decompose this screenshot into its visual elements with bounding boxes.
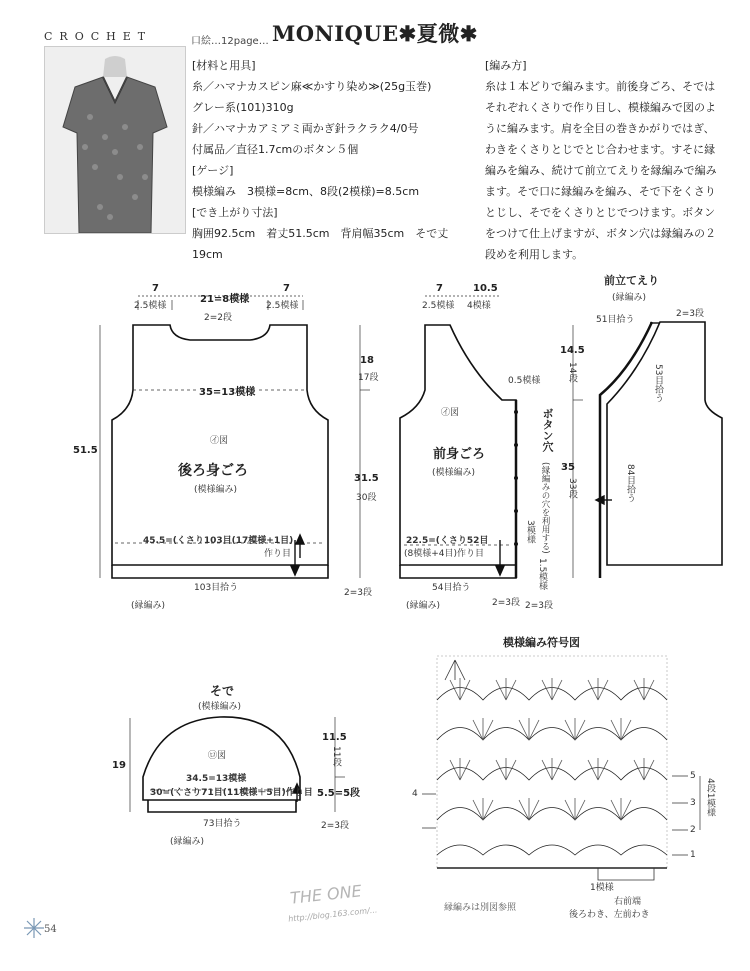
front-upper-rows: 14段 xyxy=(567,362,577,383)
button-hole-sub: (縁編みの穴を利用する) xyxy=(540,462,550,554)
sleeve-cap-height: 11.5 xyxy=(322,732,347,743)
back-width-right: 7 xyxy=(283,283,290,294)
placket-pickup1: 51目拾う xyxy=(596,315,635,325)
back-picked: 103目拾う xyxy=(194,583,239,593)
front-neck-sub: 0.5模様 xyxy=(508,376,541,386)
back-body-name: 後ろ身ごろ xyxy=(178,463,248,479)
front-bottom-width2: (8模様+4目)作り目 xyxy=(404,549,485,559)
front-body-name: 前身ごろ xyxy=(433,447,486,462)
placket-rows: 2=3段 xyxy=(676,309,704,319)
back-hem-rows: 2=3段 xyxy=(344,588,372,598)
crochet-label: CROCHET xyxy=(44,30,153,43)
placket-pickup2: 53目拾う xyxy=(653,364,663,403)
front-upper-height: 14.5 xyxy=(560,345,585,356)
sleeve-width2: 30=(くさり71目(11模様＋5目)作り目 xyxy=(150,788,313,798)
back-upper-height: 18 xyxy=(360,355,374,366)
back-neck-rows: 2=2段 xyxy=(204,313,232,323)
size-line2: 19cm xyxy=(192,248,223,261)
back-lower-rows: 30段 xyxy=(356,493,377,503)
front-bottom-width: 22.5=(くさり52目 xyxy=(406,536,489,546)
needle: 針／ハマナカアミアミ両かぎ針ラクラク4/0号 xyxy=(192,122,419,135)
method-heading: [編み方] xyxy=(485,59,527,72)
yarn-amount: グレー系(101)310g xyxy=(192,101,294,114)
front-width2-sub: 4模様 xyxy=(467,301,491,311)
back-width-left: 7 xyxy=(152,283,159,294)
front-width2: 10.5 xyxy=(473,283,498,294)
page-reference: 口絵…12page… xyxy=(191,36,269,47)
chart-note2: 縁編みは別図参照 xyxy=(444,903,517,913)
sleeve-title: そで xyxy=(210,684,235,698)
back-mid-width: 35=13模様 xyxy=(197,383,257,398)
front-lower-rows: 33段 xyxy=(567,478,577,499)
back-total-height: 51.5 xyxy=(73,445,98,456)
chart-row-5: 5 xyxy=(690,771,696,781)
sleeve-total-height: 19 xyxy=(112,760,126,771)
size-heading: [でき上がり寸法] xyxy=(192,206,278,219)
front-edging: (縁編み) xyxy=(406,601,441,611)
back-width-right-sub: 2.5模様 xyxy=(266,301,299,311)
sleeve-picked: 73目拾う xyxy=(203,819,242,829)
size-line1: 胸囲92.5cm 着丈51.5cm 背肩幅35cm そで丈 xyxy=(192,227,449,240)
front-width1-sub: 2.5模様 xyxy=(422,301,455,311)
watermark: THE ONE xyxy=(289,881,363,908)
chart-repeat: 1模様 xyxy=(590,883,614,893)
front-lower-height: 35 xyxy=(561,462,575,473)
front-total-rows: 2=3段 xyxy=(525,601,553,611)
page-title: MONIQUE✱夏微✱ xyxy=(272,21,478,46)
back-bottom-width2: 作り目 xyxy=(264,549,292,559)
back-bottom-width: 45.5=(くさり103目(17模様+1目) xyxy=(143,536,294,546)
back-width-left-sub: 2.5模様 xyxy=(134,301,167,311)
gauge-heading: [ゲージ] xyxy=(192,164,234,177)
gauge: 模様編み 3模様=8cm、8段(2模様)=8.5cm xyxy=(192,185,420,198)
sleeve-symbol: ㋺図 xyxy=(208,751,227,761)
front-hem-rows: 2=3段 xyxy=(492,598,520,608)
chart-right-front: 右前端 xyxy=(614,897,642,907)
placket-title: 前立てえり xyxy=(604,274,659,287)
sleeve-edging: (縁編み) xyxy=(170,837,205,847)
page-number: 54 xyxy=(44,924,57,935)
front-symbol: ㋑図 xyxy=(441,408,460,418)
front-width1: 7 xyxy=(436,283,443,294)
sleeve-sub: (模様編み) xyxy=(198,702,242,712)
snowflake-icon xyxy=(24,918,44,938)
back-symbol: ㋑図 xyxy=(210,436,229,446)
front-pattern: (模様編み) xyxy=(432,468,476,478)
sleeve-cap-rows: 11段 xyxy=(331,746,341,767)
placket-sub: (縁編み) xyxy=(612,293,647,303)
sleeve-hem xyxy=(148,800,296,812)
front-last-rows: 1.5模様 xyxy=(537,558,547,591)
back-width-mid: 21=8模様 xyxy=(200,294,250,305)
chart-pattern-label: 4段1模様 xyxy=(705,778,715,817)
accessories: 付属品／直径1.7cmのボタン５個 xyxy=(192,143,359,156)
chart-notes: 後ろわき、左前わき xyxy=(569,910,650,920)
chart-row-1: 1 xyxy=(690,850,696,860)
front-picked: 54目拾う xyxy=(432,583,471,593)
chart-title: 模様編み符号図 xyxy=(503,636,580,649)
stitch-chart xyxy=(422,656,700,880)
sleeve-width1: 34.5=13模様 xyxy=(184,771,248,784)
method-text: 糸は１本どりで編みます。前後身ごろ、そではそれぞれくさりで作り目し、模様編みで図のように編みます。肩を全目の巻きかがりではぎ、わきをくさりとじでとじ合わせます。すそに縁編みを編み、続けて前立てえりを縁編みで編みます。そで口に縁編みを編み、そで下をくさりとじし、そでをくさりとじでつけます。ボタンをつけて仕上げますが、ボタン穴は縁編みの２段めを利用します。 xyxy=(485,80,717,261)
back-pattern: (模様編み) xyxy=(194,485,238,495)
back-upper-rows: 17段 xyxy=(358,373,379,383)
placket-outline xyxy=(607,322,722,565)
front-side-count: 3模様 xyxy=(525,520,535,544)
yarn: 糸／ハマナカスピン麻≪かすり染め≫(25g玉巻) xyxy=(192,80,432,93)
back-lower-height: 31.5 xyxy=(354,473,379,484)
sleeve-hem-rows: 2=3段 xyxy=(321,821,349,831)
chart-row-4: 4 xyxy=(412,789,418,799)
watermark-url: http://blog.163.com/... xyxy=(287,905,378,924)
materials-heading: [材料と用具] xyxy=(192,59,256,72)
button-hole-label: ボタン穴 xyxy=(541,408,554,452)
back-edging: (縁編み) xyxy=(131,601,166,611)
chart-row-2: 2 xyxy=(690,825,696,835)
chart-row-3: 3 xyxy=(690,798,696,808)
sleeve-lower-height: 5.5=5段 xyxy=(317,788,361,799)
placket-pickup3: 84目拾う xyxy=(625,464,635,503)
